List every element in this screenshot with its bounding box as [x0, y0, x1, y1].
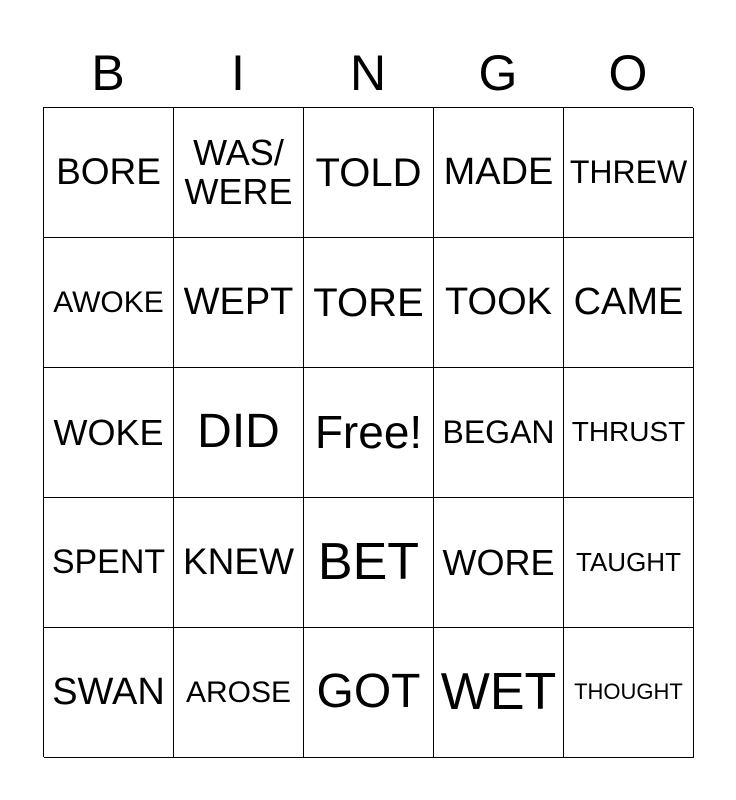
header-letter-b: B: [91, 45, 125, 101]
bingo-cell[interactable]: THREW: [564, 108, 694, 238]
bingo-cell[interactable]: GOT: [304, 628, 434, 758]
bingo-cell[interactable]: BORE: [44, 108, 174, 238]
bingo-cell[interactable]: TAUGHT: [564, 498, 694, 628]
bingo-cell[interactable]: TOOK: [434, 238, 564, 368]
bingo-cell[interactable]: AROSE: [174, 628, 304, 758]
bingo-cell[interactable]: THOUGHT: [564, 628, 694, 758]
bingo-cell[interactable]: WORE: [434, 498, 564, 628]
bingo-cell[interactable]: WET: [434, 628, 564, 758]
bingo-cell[interactable]: SPENT: [44, 498, 174, 628]
bingo-cell[interactable]: TOLD: [304, 108, 434, 238]
bingo-cell[interactable]: THRUST: [564, 368, 694, 498]
bingo-cell[interactable]: WEPT: [174, 238, 304, 368]
bingo-board: [43, 107, 693, 757]
bingo-cell[interactable]: CAME: [564, 238, 694, 368]
header-letter-n: N: [349, 45, 387, 101]
bingo-cell[interactable]: WAS/ WERE: [174, 108, 304, 238]
bingo-cell[interactable]: KNEW: [174, 498, 304, 628]
bingo-cell[interactable]: MADE: [434, 108, 564, 238]
bingo-cell[interactable]: TORE: [304, 238, 434, 368]
bingo-header: [43, 40, 693, 106]
bingo-cell[interactable]: WOKE: [44, 368, 174, 498]
bingo-cell[interactable]: SWAN: [44, 628, 174, 758]
bingo-cell[interactable]: DID: [174, 368, 304, 498]
bingo-cell[interactable]: BET: [304, 498, 434, 628]
header-letter-i: I: [231, 45, 245, 101]
header-letter-o: O: [608, 45, 648, 101]
bingo-cell[interactable]: AWOKE: [44, 238, 174, 368]
free-space-cell[interactable]: Free!: [304, 368, 434, 498]
bingo-cell[interactable]: BEGAN: [434, 368, 564, 498]
header-letter-g: G: [478, 45, 518, 101]
